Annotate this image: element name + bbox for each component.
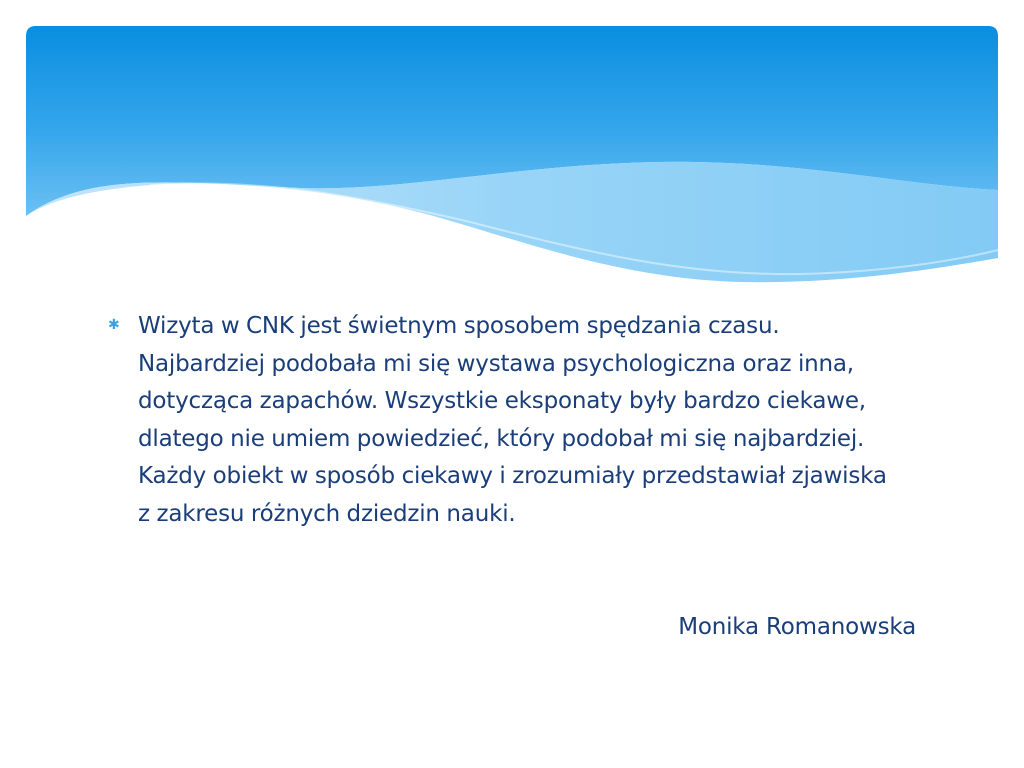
author-signature: Monika Romanowska: [678, 614, 916, 640]
header-wave-banner: [0, 0, 1024, 300]
content-area: [108, 308, 898, 533]
asterisk-bullet-icon: ✱: [108, 317, 120, 333]
bullet-paragraph: Wizyta w CNK jest świetnym sposobem spędzania czasu. Najbardziej podobała mi się wystawa psychologiczna oraz inna, dotycząca zapachów. Wszystkie eksponaty były bardzo ciekawe, dlatego nie umiem powiedzieć, który podobał mi się najbardziej. Każdy obiekt w sposób ciekawy i zrozumiały przedstawiał zjawiska z zakresu różnych dziedzin nauki.: [138, 313, 887, 527]
bullet-item: [108, 308, 898, 533]
